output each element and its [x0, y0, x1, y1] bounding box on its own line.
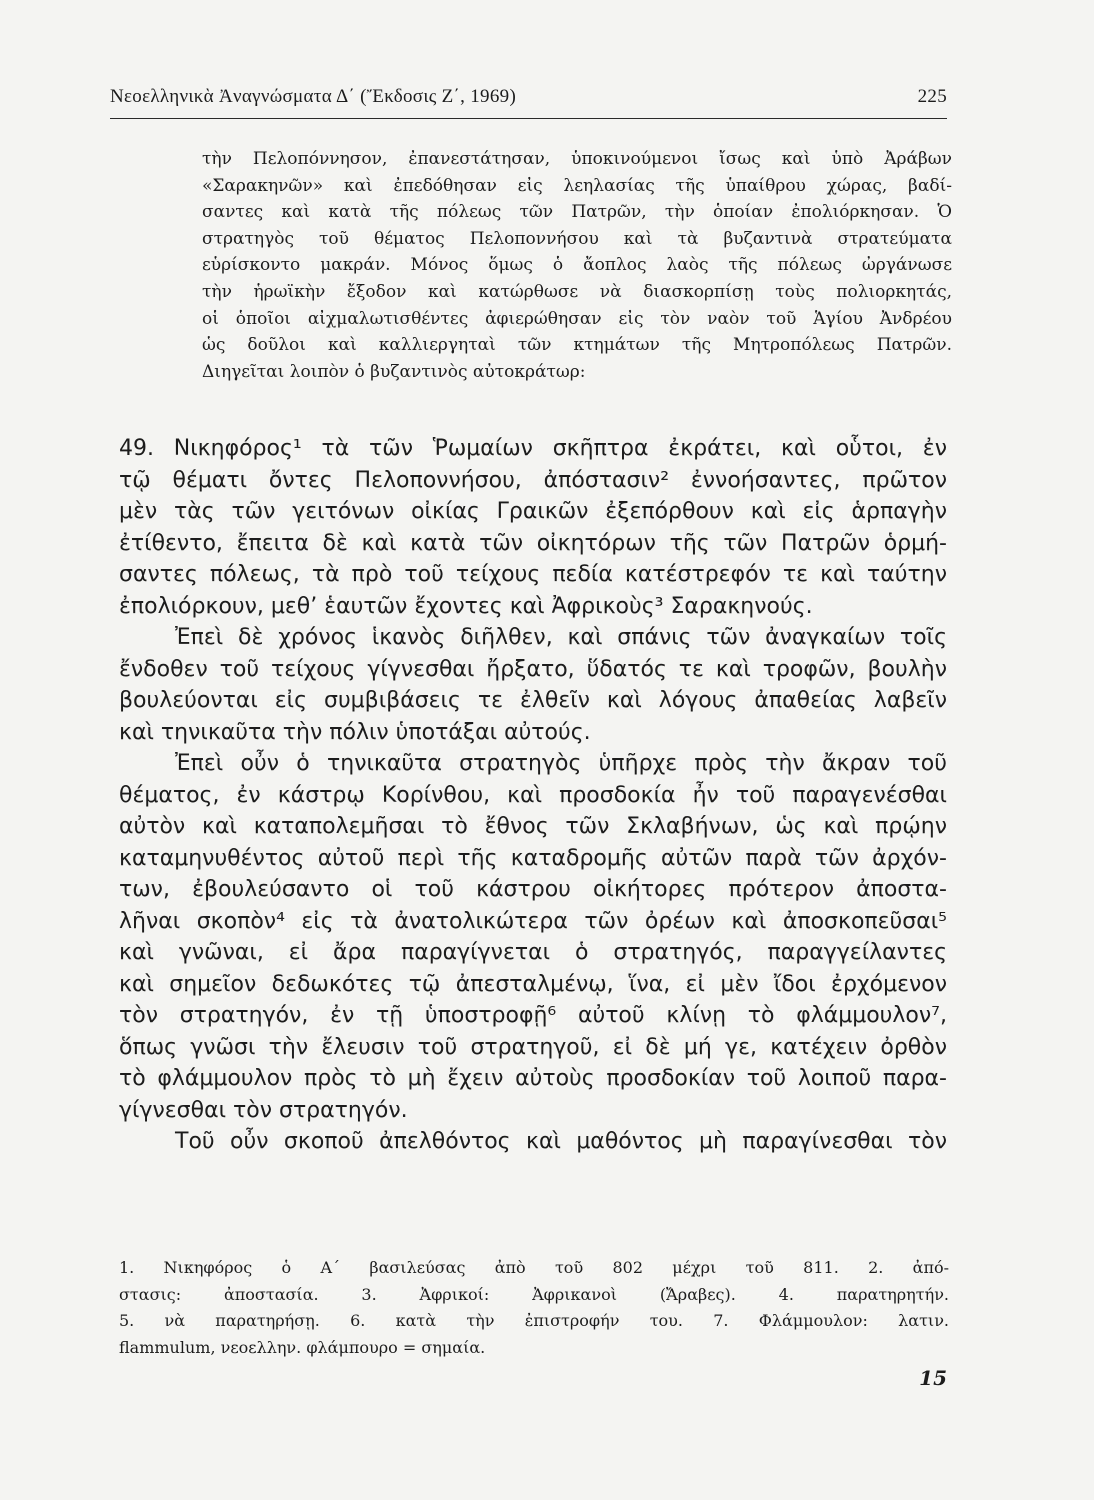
- footnote-line: στασις: ἀποστασία. 3. Ἀφρικοί: Ἀφρικανοὶ (Ἄραβες). 4. παρατηρητήν.: [119, 1284, 949, 1304]
- intro-line: εὑρίσκοντο μακράν. Μόνος ὅμως ὁ ἄοπλος λαὸς τῆς πόλεως ὠργάνωσε: [202, 255, 952, 276]
- footnote-line: 1. Νικηφόρος ὁ Α΄ βασιλεύσας ἀπὸ τοῦ 802 μέχρι τοῦ 811. 2. ἀπό-: [119, 1258, 949, 1277]
- main-line: θέματος, ἐν κάστρῳ Κορίνθου, καὶ προσδοκία ἦν τοῦ παραγενέσθαι: [119, 782, 947, 808]
- footnote-line: flammulum, νεοελλην. φλάμπουρο = σημαία.: [119, 1337, 486, 1357]
- main-text: [119, 433, 947, 1158]
- intro-line: τὴν Πελοπόννησον, ἐπανεστάτησαν, ὑποκινούμενοι ἴσως καὶ ὑπὸ Ἀράβων: [202, 149, 952, 169]
- footnotes: [119, 1255, 949, 1361]
- main-line: ἐτίθεντο, ἔπειτα δὲ καὶ κατὰ τῶν οἰκητόρων τῆς τῶν Πατρῶν ὁρμή-: [119, 530, 947, 556]
- intro-paragraph: [202, 146, 952, 385]
- main-line: αὐτὸν καὶ καταπολεμῆσαι τὸ ἔθνος τῶν Σκλαβήνων, ὡς καὶ πρῴην: [119, 814, 947, 839]
- intro-line: τὴν ἡρωϊκὴν ἔξοδον καὶ κατώρθωσε νὰ διασκορπίσῃ τοὺς πολιορκητάς,: [202, 281, 952, 302]
- main-line: Τοῦ οὖν σκοποῦ ἀπελθόντος καὶ μαθόντος μὴ παραγίνεσθαι τὸν: [175, 1129, 947, 1154]
- main-line: ἔνδοθεν τοῦ τείχους γίγνεσθαι ἤρξατο, ὕδατός τε καὶ τροφῶν, βουλὴν: [119, 656, 947, 682]
- main-line: 49. Νικηφόρος¹ τὰ τῶν Ῥωμαίων σκῆπτρα ἐκράτει, καὶ οὗτοι, ἐν: [119, 436, 947, 461]
- main-line: ὅπως γνῶσι τὴν ἔλευσιν τοῦ στρατηγοῦ, εἰ δὲ μή γε, κατέχειν ὀρθὸν: [119, 1034, 947, 1060]
- footnote-line: 5. νὰ παρατηρήσῃ. 6. κατὰ τὴν ἐπιστροφήν του. 7. Φλάμμουλον: λατιν.: [119, 1311, 949, 1330]
- main-line: σαντες πόλεως, τὰ πρὸ τοῦ τείχους πεδία κατέστρεφόν τε καὶ ταύτην: [119, 562, 947, 587]
- printer-signature: 15: [919, 1366, 947, 1390]
- main-line: καταμηνυθέντος αὐτοῦ περὶ τῆς καταδρομῆς αὐτῶν παρὰ τῶν ἀρχόν-: [119, 845, 947, 871]
- main-line: Ἐπεὶ δὲ χρόνος ἱκανὸς διῆλθεν, καὶ σπάνις τῶν ἀναγκαίων τοῖς: [175, 625, 947, 650]
- header-rule: [110, 118, 947, 119]
- main-line: καὶ γνῶναι, εἰ ἄρα παραγίγνεται ὁ στρατηγός, παραγγείλαντες: [119, 940, 947, 965]
- intro-line: ὡς δοῦλοι καὶ καλλιεργηταὶ τῶν κτημάτων τῆς Μητροπόλεως Πατρῶν.: [202, 335, 952, 356]
- intro-line: σαντες καὶ κατὰ τῆς πόλεως τῶν Πατρῶν, τὴν ὁποίαν ἐπολιόρκησαν. Ὁ: [202, 202, 952, 223]
- intro-line: στρατηγὸς τοῦ θέματος Πελοποννήσου καὶ τὰ βυζαντινὰ στρατεύματα: [202, 228, 952, 249]
- page-number: 225: [917, 86, 947, 107]
- intro-line: Διηγεῖται λοιπὸν ὁ βυζαντινὸς αὐτοκράτωρ:: [202, 361, 586, 382]
- intro-line: «Σαρακηνῶν» καὶ ἐπεδόθησαν εἰς λεηλασίας τῆς ὑπαίθρου χώρας, βαδί-: [202, 175, 952, 196]
- main-line: Ἐπεὶ οὖν ὁ τηνικαῦτα στρατηγὸς ὑπῆρχε πρὸς τὴν ἄκραν τοῦ: [175, 751, 947, 776]
- main-line: των, ἐβουλεύσαντο οἱ τοῦ κάστρου οἰκήτορες πρότερον ἀποστα-: [119, 877, 947, 902]
- intro-line: οἱ ὁποῖοι αἰχμαλωτισθέντες ἀφιερώθησαν εἰς τὸν ναὸν τοῦ Ἁγίου Ἀνδρέου: [202, 308, 952, 329]
- main-line: τὸν στρατηγόν, ἐν τῇ ὑποστροφῇ⁶ αὐτοῦ κλίνῃ τὸ φλάμμουλον⁷,: [119, 1003, 947, 1028]
- main-line: λῆναι σκοπὸν⁴ εἰς τὰ ἀνατολικώτερα τῶν ὀρέων καὶ ἀποσκοπεῦσαι⁵: [119, 908, 947, 934]
- running-head-title: Νεοελληνικὰ Ἀναγνώσματα Δ΄ (Ἔκδοσις Ζ΄, 1969): [110, 86, 517, 107]
- main-line: καὶ σημεῖον δεδωκότες τῷ ἀπεσταλμένῳ, ἵνα, εἰ μὲν ἴδοι ἐρχόμενον: [119, 971, 947, 997]
- running-head: [110, 86, 947, 108]
- main-line: ἐπολιόρκουν, μεθ’ ἑαυτῶν ἔχοντες καὶ Ἀφρικοὺς³ Σαρακηνούς.: [119, 593, 813, 619]
- main-line: γίγνεσθαι τὸν στρατηγόν.: [119, 1097, 408, 1123]
- main-line: βουλεύονται εἰς συμβιβάσεις τε ἐλθεῖν καὶ λόγους ἀπαθείας λαβεῖν: [119, 688, 947, 713]
- main-line: τὸ φλάμμουλον πρὸς τὸ μὴ ἔχειν αὐτοὺς προσδοκίαν τοῦ λοιποῦ παρα-: [119, 1066, 947, 1091]
- main-line: καὶ τηνικαῦτα τὴν πόλιν ὑποτάξαι αὐτούς.: [119, 719, 591, 745]
- main-line: τῷ θέματι ὄντες Πελοποννήσου, ἀπόστασιν² ἐννοήσαντες, πρῶτον: [119, 467, 947, 493]
- main-line: μὲν τὰς τῶν γειτόνων οἰκίας Γραικῶν ἐξεπόρθουν καὶ εἰς ἁρπαγὴν: [119, 499, 947, 524]
